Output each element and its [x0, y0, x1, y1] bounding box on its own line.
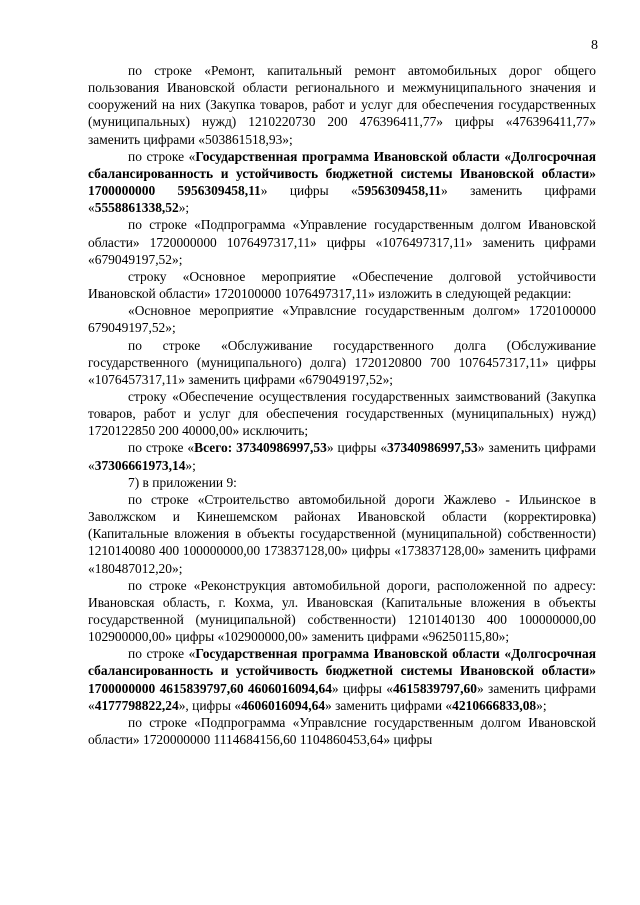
document-body [88, 62, 596, 748]
text-segment: » заменить цифрами « [88, 183, 596, 216]
paragraph-3 [88, 216, 596, 267]
paragraph-2 [88, 148, 596, 217]
text-segment: по строке «Ремонт, капитальный ремонт автомобильных дорог общего пользования Ивановской области регионального и межмуниципального значения и сооружений на них (Закупка товаров, работ и услуг для обеспечения государственных (муниципальных) нужд) 1210220730 200 476396411,77» цифры «476396411,77» заменить цифрами «503861518,93»; [88, 63, 596, 147]
text-segment: по строке « [128, 440, 195, 456]
paragraph-12 [88, 645, 596, 714]
text-segment: по строке «Реконструкция автомобильной дороги, расположенной по адресу: Ивановская область, г. Кохма, ул. Ивановская (Капитальные вложения в объекты государственной (муниципальной) собственности) 1210140130 400 100000000,00 102900000,00» цифры «102900000,00» заменить цифрами «96250115,80»; [88, 577, 596, 645]
bold-text: 37340986997,53 [387, 440, 478, 456]
text-segment: по строке «Подпрограмма «Управление государственным долгом Ивановской области» 1720000000 1076497317,11» цифры «1076497317,11» заменить цифрами «679049197,52»; [88, 217, 596, 267]
text-segment: » цифры « [260, 183, 358, 199]
page-number: 8 [591, 38, 598, 53]
text-segment: по строке «Подпрограмма «Управлсние государственным долгом Ивановской области» 1720000000 1114684156,60 1104860453,64» цифры [88, 714, 596, 748]
text-segment: по строке «Строительство автомобильной дороги Жажлево - Ильинское в Заволжском и Кинешемском районах Ивановской области (корректировка) (Капитальные вложения в объекты государственной (муниципальной) собственности) 1210140080 400 100000000,00 173837128,00» цифры «173837128,00» заменить цифрами «180487012,20»; [88, 491, 596, 576]
text-segment: » заменить цифрами « [88, 680, 597, 713]
bold-text: 4606016094,64 [241, 697, 326, 713]
bold-text: 5956309458,11 [357, 183, 441, 199]
text-segment: «Основное мероприятие «Управлсние государственным долгом» 1720100000 679049197,52»; [88, 303, 596, 336]
bold-text: 4615839797,60 [392, 680, 477, 696]
paragraph-4 [88, 268, 596, 302]
paragraph-6 [88, 337, 596, 388]
text-segment: », цифры « [178, 697, 242, 713]
text-segment: 7) в приложении 9: [128, 474, 237, 490]
bold-text: Всего: 37340986997,53 [194, 440, 327, 456]
paragraph-7 [88, 388, 596, 439]
paragraph-9 [88, 474, 596, 491]
text-segment: » цифры « [331, 680, 393, 696]
text-segment: » цифры « [326, 440, 388, 456]
text-segment: по строке « [128, 148, 196, 164]
text-segment: »; [536, 697, 547, 713]
text-segment: строку «Обеспечение осуществления государственных заимствований (Закупка товаров, работ и услуг для обеспечения государственных (муниципальных) нужд) 1720122850 200 40000,00» исключить; [88, 388, 596, 439]
bold-text: Государственная программа Ивановской области «Долгосрочная сбалансированность и устойчивость бюджетной системы Ивановской области» 1700000000 4615839797,60 4606016094,64 [88, 646, 596, 696]
paragraph-10 [88, 491, 596, 577]
paragraph-1 [88, 62, 596, 148]
bold-text: 4177798822,24 [94, 697, 179, 713]
text-segment: » заменить цифрами « [325, 697, 453, 713]
text-segment: »; [178, 200, 190, 216]
text-segment: по строке « [128, 646, 196, 662]
bold-text: Государственная программа Ивановской области «Долгосрочная сбалансированность и устойчивость бюджетной системы Ивановской области» 1700000000 5956309458,11 [88, 148, 596, 199]
bold-text: 5558861338,52 [94, 200, 179, 216]
paragraph-13 [88, 714, 596, 748]
text-segment: »; [185, 457, 196, 473]
text-segment: по строке «Обслуживание государственного долга (Обслуживание государственного (муниципального) долга) 1720120800 700 1076457317,11» цифры «1076457317,11» заменить цифрами «679049197,52»; [88, 337, 596, 387]
paragraph-11 [88, 577, 596, 646]
paragraph-8 [88, 439, 596, 473]
text-segment: » заменить цифрами « [88, 440, 596, 473]
bold-text: 37306661973,14 [94, 457, 186, 473]
bold-text: 4210666833,08 [452, 697, 537, 713]
text-segment: строку «Основное мероприятие «Обеспечение долговой устойчивости Ивановской области» 1720100000 1076497317,11» изложить в следующей редакции: [88, 268, 596, 302]
paragraph-5 [88, 302, 596, 336]
